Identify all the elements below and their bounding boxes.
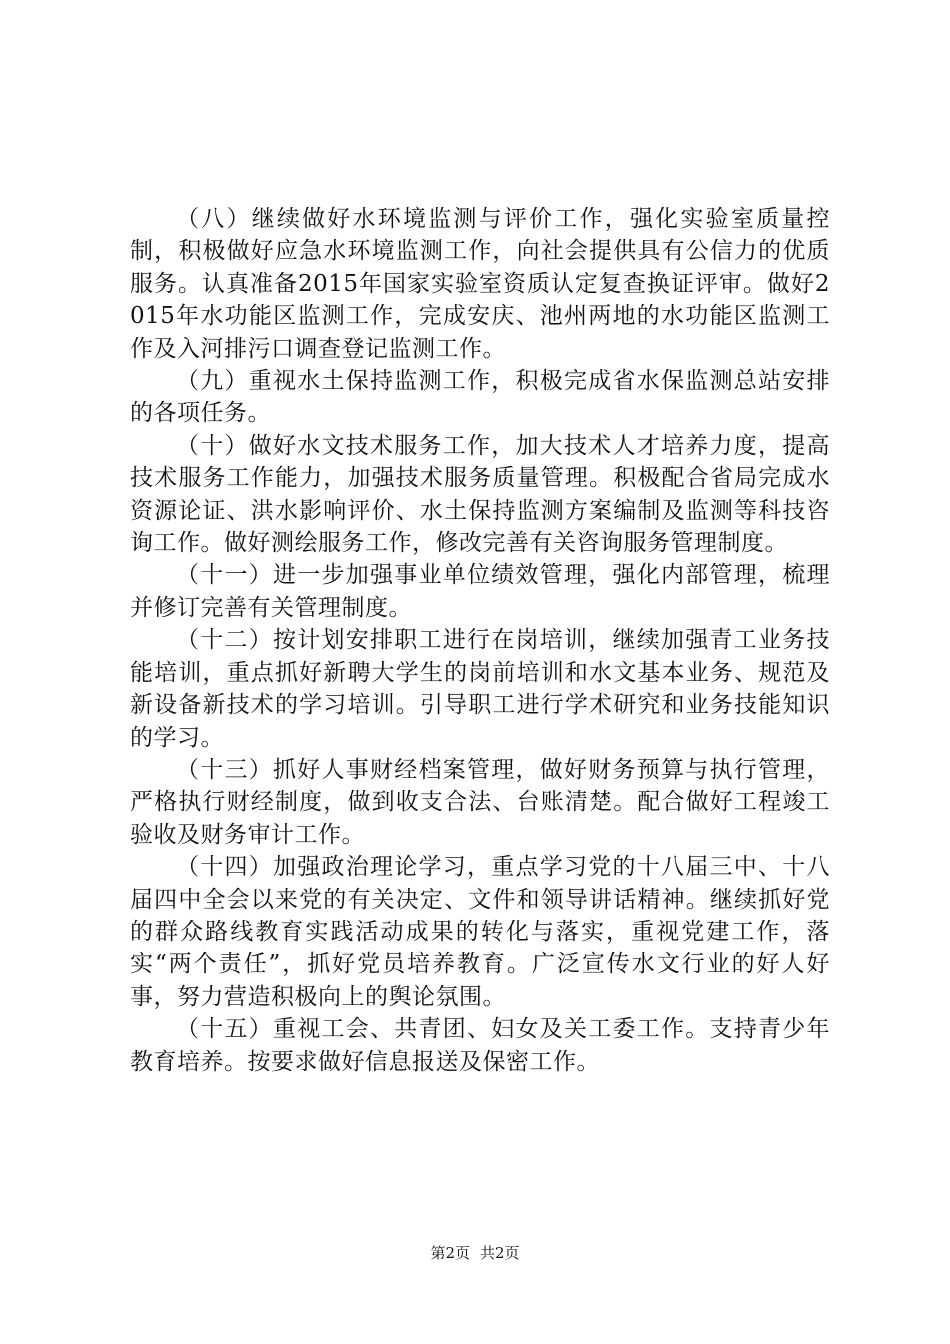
paragraph-10: （十）做好水文技术服务工作，加大技术人才培养力度，提高技术服务工作能力，加强技术服务质量管理。积极配合省局完成水资源论证、洪水影响评价、水土保持监测方案编制及监测等科技咨询工作。做好测绘服务工作，修改完善有关咨询服务管理制度。 — [130, 432, 830, 557]
page-number: 第2页 — [430, 1244, 470, 1262]
document-body — [130, 203, 830, 1078]
paragraph-15: （十五）重视工会、共青团、妇女及关工委工作。支持青少年教育培养。按要求做好信息报送及保密工作。 — [130, 1016, 830, 1075]
page-total: 共2页 — [480, 1244, 520, 1262]
paragraph-12: （十二）按计划安排职工进行在岗培训，继续加强青工业务技能培训，重点抓好新聘大学生的岗前培训和水文基本业务、规范及新设备新技术的学习培训。引导职工进行学术研究和业务技能知识的学习。 — [130, 627, 830, 751]
paragraph-13: （十三）抓好人事财经档案管理，做好财务预算与执行管理，严格执行财经制度，做到收支合法、台账清楚。配合做好工程竣工验收及财务审计工作。 — [130, 756, 830, 848]
paragraph-11: （十一）进一步加强事业单位绩效管理，强化内部管理，梳理并修订完善有关管理制度。 — [130, 562, 830, 621]
paragraph-9: （九）重视水土保持监测工作，积极完成省水保监测总站安排的各项任务。 — [130, 368, 830, 427]
paragraph-14: （十四）加强政治理论学习，重点学习党的十八届三中、十八届四中全会以来党的有关决定、文件和领导讲话精神。继续抓好党的群众路线教育实践活动成果的转化与落实，重视党建工作，落实“两个责任”，抓好党员培养教育。广泛宣传水文行业的好人好事，努力营造积极向上的舆论氛围。 — [130, 854, 830, 1010]
paragraph-8: （八）继续做好水环境监测与评价工作，强化实验室质量控制，积极做好应急水环境监测工作，向社会提供具有公信力的优质服务。认真准备2015年国家实验室资质认定复查换证评审。做好2015年水功能区监测工作，完成安庆、池州两地的水功能区监测工作及入河排污口调查登记监测工作。 — [130, 206, 830, 362]
page-footer — [0, 1243, 950, 1263]
